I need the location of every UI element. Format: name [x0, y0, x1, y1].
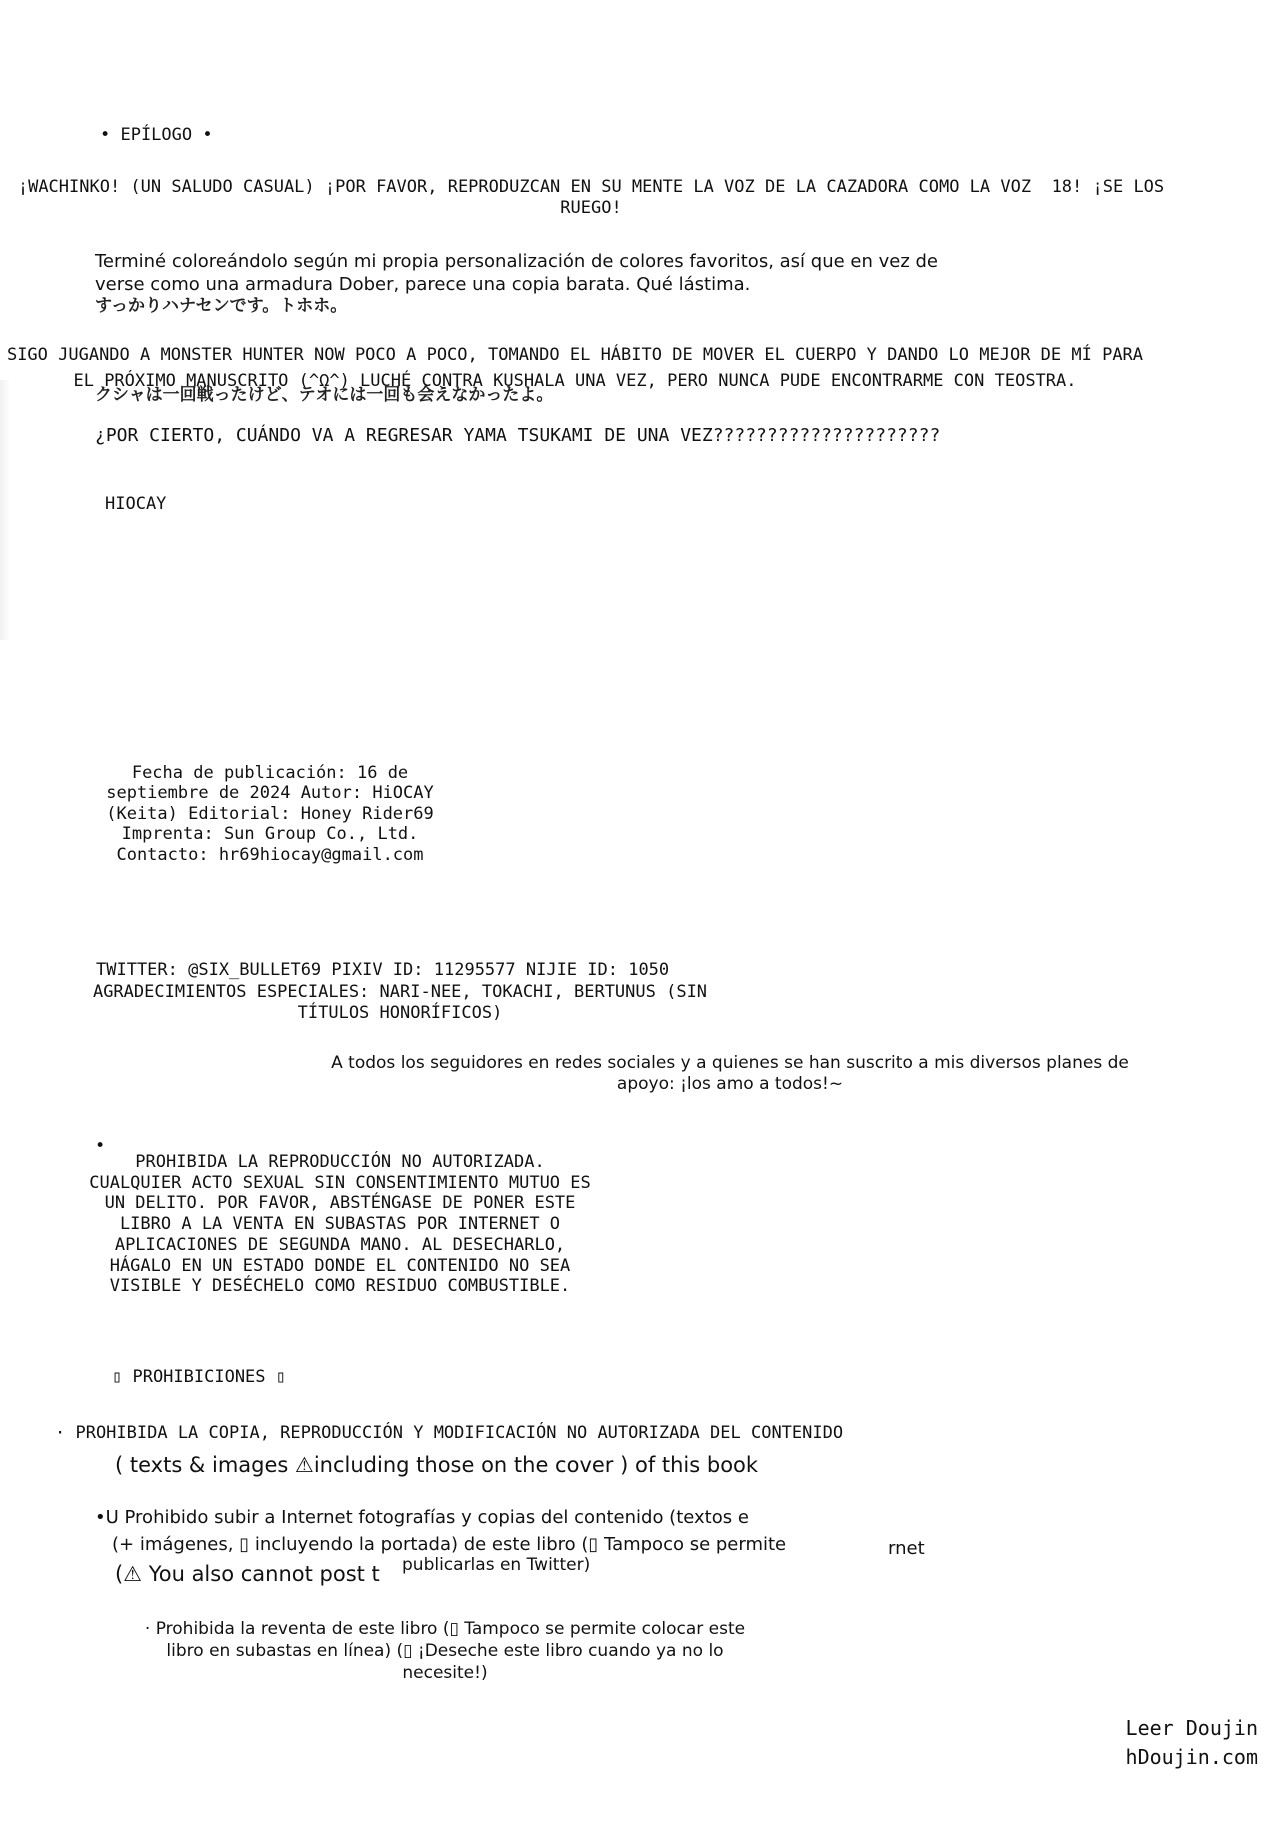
supporters-thanks: A todos los seguidores en redes sociales y a quienes se han suscrito a mis diversos planes de apoyo: ¡los amo a todos!~	[331, 1053, 1135, 1095]
social-ids: TWITTER: @SIX_BULLET69 PIXIV ID: 11295577 NIJIE ID: 1050	[96, 960, 670, 980]
special-thanks: AGRADECIMIENTOS ESPECIALES: NARI-NEE, TOKACHI, BERTUNUS (SIN TÍTULOS HONORÍFICOS)	[92, 982, 718, 1024]
page-edge-shadow	[0, 380, 10, 640]
greeting-text: ¡WACHINKO! (UN SALUDO CASUAL) ¡POR FAVOR, REPRODUZCAN EN SU MENTE LA VOZ DE LA CAZADORA COMO LA VOZ 18! ¡SE LOS RUEGO!	[17, 177, 1175, 219]
prohibitions-heading: ▯ PROHIBICIONES ▯	[112, 1367, 286, 1387]
prohibition-copy-en: ( texts & images ⚠including those on the cover ) of this book	[115, 1453, 759, 1477]
paragraph-monster-hunter: SIGO JUGANDO A MONSTER HUNTER NOW POCO A POCO, TOMANDO EL HÁBITO DE MOVER EL CUERPO Y DANDO LO MEJOR DE MÍ PARA EL PRÓXIMO MANUSCRITO (^Ω^) LUCHÉ CONTRA KUSHALA UNA VEZ, PERO NUNCA PUDE ENCONTRARME CON TEOSTRA.	[6, 345, 1154, 391]
watermark-line2: hDoujin.com	[1125, 1745, 1258, 1769]
prohibition-resale: · Prohibida la reventa de este libro (▯ Tampoco se permite colocar este libro en subastas en línea) (▯ ¡Deseche este libro cuando ya no lo necesite!)	[144, 1619, 751, 1684]
watermark-line1: Leer Doujin	[1125, 1716, 1258, 1740]
prohibition-upload-twitter: publicarlas en Twitter)	[402, 1555, 591, 1575]
prohibition-upload-line2-end: rnet	[888, 1538, 925, 1559]
prohibition-upload-en: (⚠ You also cannot post t	[115, 1562, 380, 1586]
notice-bullet: •	[95, 1136, 106, 1156]
yama-tsukami-question: ¿POR CIERTO, CUÁNDO VA A REGRESAR YAMA TSUKAMI DE UNA VEZ?????????????????????	[95, 425, 941, 446]
prohibition-copy: · PROHIBIDA LA COPIA, REPRODUCCIÓN Y MODIFICACIÓN NO AUTORIZADA DEL CONTENIDO	[55, 1423, 844, 1443]
author-signature: HIOCAY	[105, 494, 167, 514]
epilogue-heading: • EPÍLOGO •	[100, 125, 213, 145]
paragraph-monster-hunter-jp: クシャは一回戦ったけど、テオには一回も会えなかったよ。	[95, 385, 554, 405]
publication-info: Fecha de publicación: 16 de septiembre de 2024 Autor: HiOCAY (Keita) Editorial: Honey Rider69 Imprenta: Sun Group Co., Ltd. Contacto: hr69hiocay@gmail.com	[106, 763, 444, 865]
prohibition-upload-line2: (+ imágenes, ▯ incluyendo la portada) de este libro (▯ Tampoco se permite	[112, 1534, 787, 1555]
prohibition-upload-line1: •U Prohibido subir a Internet fotografías y copias del contenido (textos e	[95, 1507, 749, 1528]
paragraph-coloring: Terminé coloreándolo según mi propia personalización de colores favoritos, así que en vez de verse como una armadura Dober, parece una copia barata. Qué lástima.	[95, 251, 944, 296]
paragraph-coloring-jp: すっかりハナセンです。トホホ。	[95, 296, 348, 316]
reproduction-notice: PROHIBIDA LA REPRODUCCIÓN NO AUTORIZADA. CUALQUIER ACTO SEXUAL SIN CONSENTIMIENTO MUTUO ES UN DELITO. POR FAVOR, ABSTÉNGASE DE PONER ESTE LIBRO A LA VENTA EN SUBASTAS POR INTERNET O APLICACIONES DE SEGUNDA MANO. AL DESECHARLO, HÁGALO EN UN ESTADO DONDE EL CONTENIDO NO SEA VISIBLE Y DESÉCHELO COMO RESIDUO COMBUSTIBLE.	[89, 1152, 601, 1297]
